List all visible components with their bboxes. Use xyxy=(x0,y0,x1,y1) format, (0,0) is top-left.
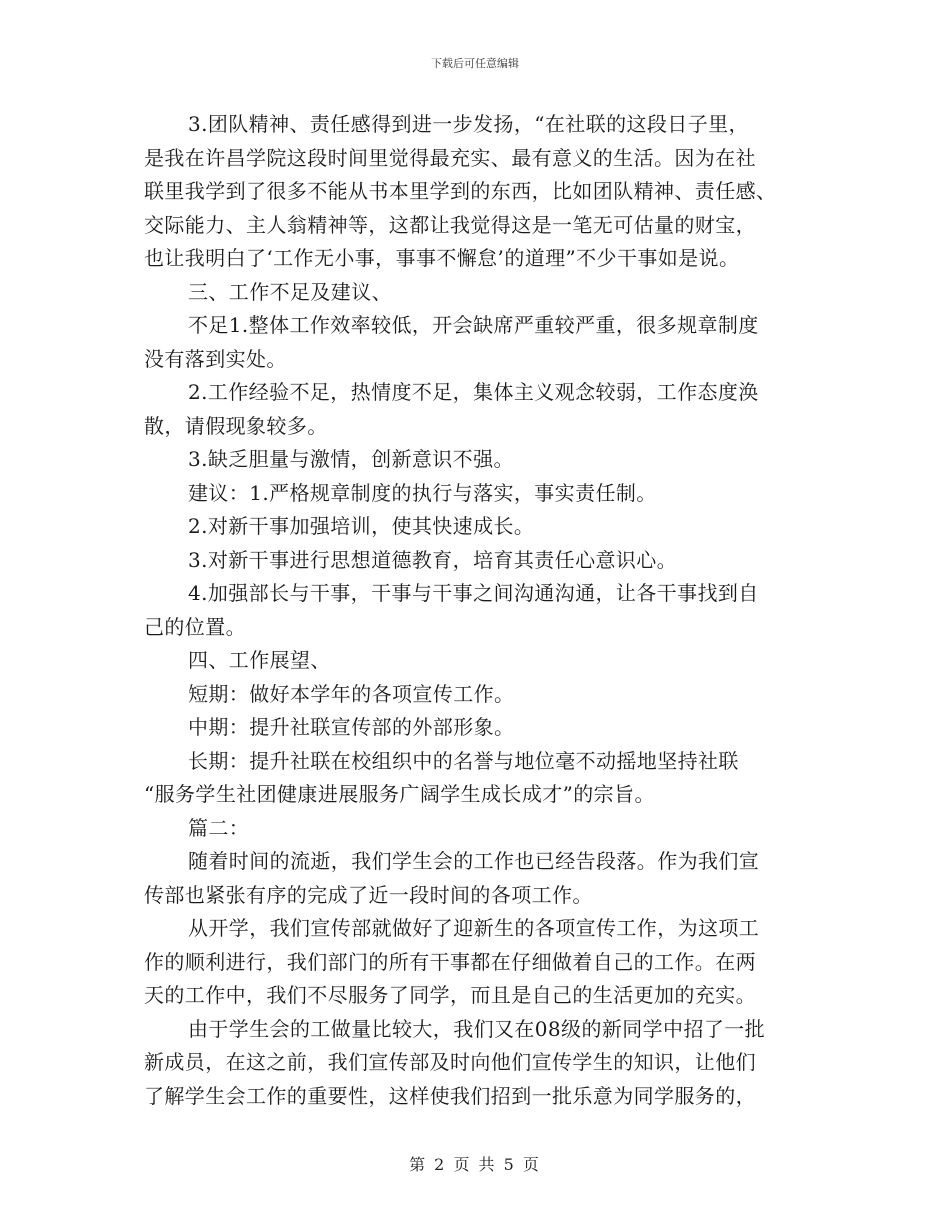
text-line: 由于学生会的工做量比较大，我们又在08级的新同学中招了一批 xyxy=(188,1016,766,1041)
text-line: 3.对新干事进行思想道德教育，培育其责任心意识心。 xyxy=(188,547,678,572)
document-body xyxy=(144,108,814,1113)
text-line: 己的位置。 xyxy=(144,614,246,639)
text-line: 四、工作展望、 xyxy=(188,648,331,672)
text-line: 了解学生会工作的重要性，这样使我们招到一批乐意为同学服务的， xyxy=(144,1083,756,1108)
text-line: 不足1.整体工作效率较低，开会缺席严重较严重，很多规章制度 xyxy=(188,313,759,337)
text-line: 联里我学到了很多不能从书本里学到的东西，比如团队精神、责任感、 xyxy=(144,179,777,203)
text-line: 2.工作经验不足，热情度不足，集体主义观念较弱，工作态度涣 xyxy=(188,380,759,404)
text-line: 从开学，我们宣传部就做好了迎新生的各项宣传工作，为这项工 xyxy=(188,916,760,940)
text-line: 2.对新干事加强培训，使其快速成长。 xyxy=(188,514,535,538)
text-line: 传部也紧张有序的完成了近一段时间的各项工作。 xyxy=(144,882,593,907)
text-line: 也让我明白了‘工作无小事，事事不懈怠’的道理”不少干事如是说。 xyxy=(144,246,740,270)
text-line: 3.缺乏胆量与激情，创新意识不强。 xyxy=(188,447,514,471)
text-line: 3.团队精神、责任感得到进一步发扬，“在社联的这段日子里， xyxy=(188,112,749,136)
text-line: 散，请假现象较多。 xyxy=(144,413,328,438)
text-line: 中期：提升社联宣传部的外部形象。 xyxy=(188,715,515,739)
text-line: 没有落到实处。 xyxy=(144,346,287,371)
text-line: 三、工作不足及建议、 xyxy=(188,279,392,304)
text-line: 长期：提升社联在校组织中的名誉与地位毫不动摇地坚持社联 xyxy=(188,748,739,773)
text-line: 作的顺利进行，我们部门的所有干事都在仔细做着自己的工作。在两 xyxy=(144,949,756,974)
text-line: 建议：1.严格规章制度的执行与落实，事实责任制。 xyxy=(188,480,657,505)
text-line: 4.加强部长与干事，干事与干事之间沟通沟通，让各干事找到自 xyxy=(188,581,759,605)
text-line: 交际能力、主人翁精神等，这都让我觉得这是一笔无可估量的财宝， xyxy=(144,212,756,237)
page-footer: 第 2 页 共 5 页 xyxy=(409,1155,541,1174)
text-line: 篇二： xyxy=(188,815,250,840)
text-line: 天的工作中，我们不尽服务了同学，而且是自己的生活更加的充实。 xyxy=(144,983,756,1007)
text-line: 短期：做好本学年的各项宣传工作。 xyxy=(188,681,515,706)
page-header: 下载后可任意编辑 xyxy=(431,57,519,70)
text-line: 随着时间的流逝，我们学生会的工作也已经告段落。作为我们宣 xyxy=(188,849,760,873)
text-line: “服务学生社团健康进展服务广阔学生成长成才”的宗旨。 xyxy=(144,782,655,806)
text-line: 是我在许昌学院这段时间里觉得最充实、最有意义的生活。因为在社 xyxy=(144,145,756,170)
text-line: 新成员，在这之前，我们宣传部及时向他们宣传学生的知识，让他们 xyxy=(144,1050,756,1074)
